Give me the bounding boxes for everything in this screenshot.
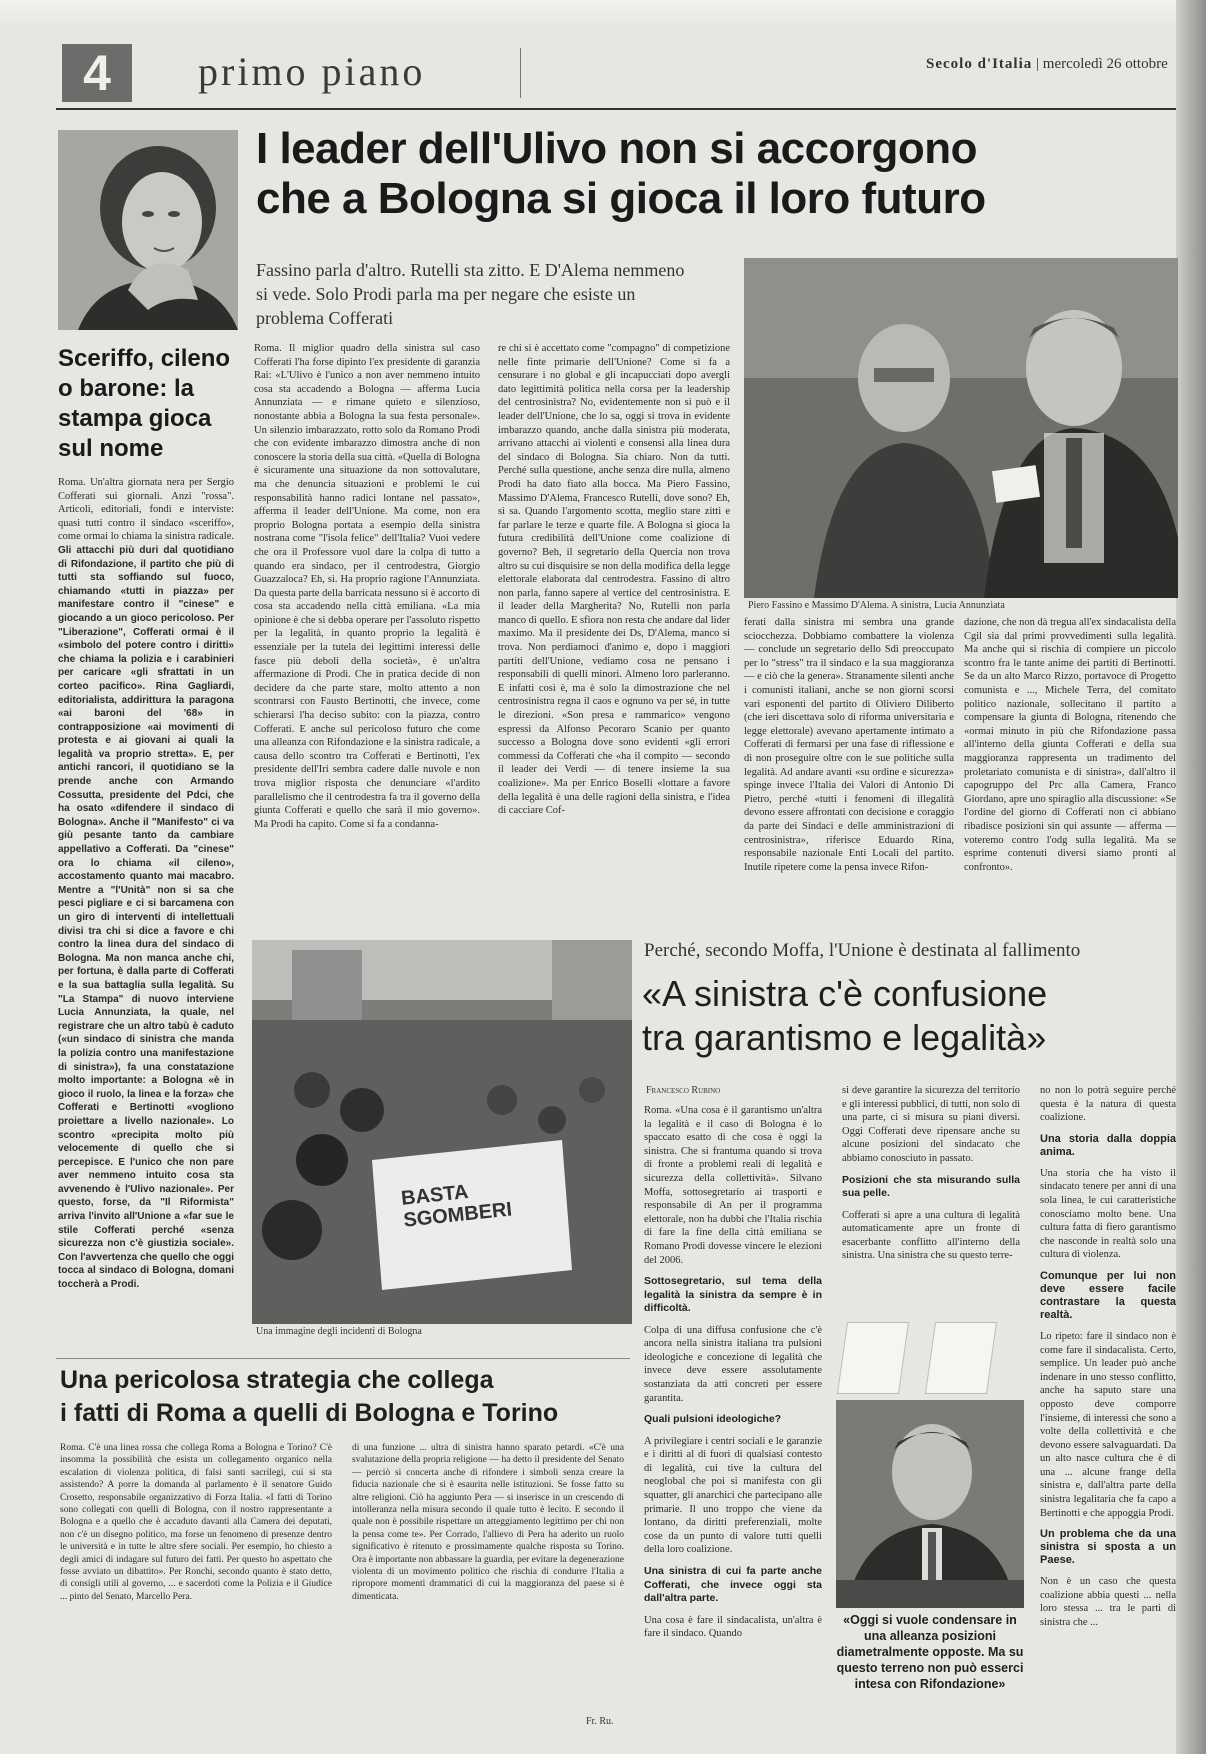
interview-box-3: Un problema che da una sinistra si sposta a un Paese. (1040, 1528, 1176, 1567)
header-divider (520, 48, 521, 98)
main-col-4: dazione, che non dà tregua all'ex sindacalista della Cgil sia dal primi provvedimenti sulla legalità. Ma anche qui si rischia di compiere un piccolo scontro fra le tante anime dei partiti di Bertinotti. Se da un alto Marco Rizzo, portavoce di Progetto comunista e ..., Michele Terra, del comitato politico nazionale, sollecitano il partito a compensare la giunta di Bologna, ritenendo che «ormai minuto in più che Rifondazione passa all'interno della giunta Cofferati e della sua maggioranza rappresenta un tradimento del proletariato comunista e di sinistra», dall'altro il capogruppo del Prc alla Camera, Franco Giordano, apre uno spiraglio alla discussione: «Se l'ordine del giorno di Cofferati non ci abbiano ribadisce posizioni sin qui assunte — afferma — voteremo contro l'odg sulla legalità. Ma se esprime contenuti diversi siamo pronti al confronto». (964, 617, 1176, 873)
page-number: 4 (62, 44, 132, 102)
bottom-headline-line2: i fatti di Roma a quelli di Bologna e Torino (60, 1399, 559, 1427)
interview-headline-line1: «A sinistra c'è confusione (642, 973, 1048, 1014)
interview-col1-intro: Roma. «Una cosa è il garantismo un'altra la legalità e il caso di Bologna è lo spaccato esatto di che cosa è oggi la sinistra. Che si frantuma quando si trova di fronte a problemi reali di legalità e sicurezza della collettività». Silvano Moffa, sottosegretario ai trasporti e responsabile di An per il programma elettorale, non ha dubbi che l'Italia rischia di fare la fine della città emiliana se Romano Prodi dovesse vincere le elezioni del 2006. (644, 1105, 822, 1266)
annunziata-photo (58, 130, 238, 330)
interview-box-2: Comunque per lui non deve essere facile contrastare la questa realtà. (1040, 1269, 1176, 1321)
interview-col-3 (1040, 1084, 1176, 1724)
interview-col2-text: si deve garantire la sicurezza del territorio e gli interessi pubblici, di tutti, non solo di una parte, ci si misura su piani diversi. Oggi Cofferati deve ripensare anche su alcune posizioni del sindacato che abbiamo conosciuto in passato. (842, 1085, 1020, 1164)
quote-shape-2 (925, 1322, 997, 1394)
masthead (926, 56, 1168, 73)
bottom-signoff: Fr. Ru. (586, 1716, 614, 1727)
interview-col3-d: Non è un caso che questa coalizione abbia questi ... nella loro stessa ... tra le parti di sinistra che ... (1040, 1576, 1176, 1629)
fassino-dalema-photo (744, 258, 1178, 598)
main-headline (256, 124, 1186, 224)
page-top-edge (0, 0, 1206, 28)
masthead-separator: | (1036, 56, 1043, 72)
sidebar-headline: Sceriffo, cileno o barone: la stampa gioca sul nome (58, 345, 231, 462)
interview-col3-c: Lo ripeto: fare il sindaco non è come fare il sindacalista. Certo, semplice. Un leader può anche indenare in uno stesso conflitto, anche ha saputo stare una opposto deve comporre l'insieme, di interessi che sono a volte della collettività e che devono essere salvaguardati. Da un alto nasce cultura che è di una ... alcune frange della sinistra e, dall'altra parte della sinistra legalitaria che fa capo a Bertinotti e che appoggia Prodi. (1040, 1330, 1176, 1519)
bottom-headline-line1: Una pericolosa strategia che collega (60, 1366, 494, 1394)
main-col-2: re chi si è accettato come "compagno" di competizione nelle finte primarie dell'Unione? Come si fa a censurare i no global e gli incapucciati dopo avergli dato legittimità politica nella corsa per la leadership del centrosinistra? No, evidentemente non si può e il leader dell'Unione, che lo sa, oggi si trova in evidente imbarazzo quando, anche dalla sinistra più moderata, arrivano attacchi ai violenti e consensi alla linea dura del sindaco di Bologna. Sia chiaro. Non da tutti. Perché sulla questione, anche senza dire nulla, almeno Prodi ha dato fiato alla bocca. Ma Piero Fassino, Massimo D'Alema, Francesco Rutelli, dove sono? Eh, sì sa. Quando l'argomento scotta, meglio stare zitti e far parlare le terze e quarte file. A Bologna si gioca la futura credibilità dell'Unione come coalizione di governo? Beh, il segretario della Quercia non trova altro su cui disquisire se non della modifica della legge elettorale elaborata dal centrodestra. Fassino di altro non parla, fanno sapere al vertice del centrosinistra. E il leader della Margherita? No, Rutelli non parla manco di quello. E sfiora non resta che andare dal lider maximo. Ma il presidente dei Ds, D'Alema, manco si trova. Non perdiamoci d'animo e, dopo i maggiori partiti dell'Unione, vediamo cosa ne pensano i responsabili di quelli minori. Almeno loro parleranno. E infatti così è, ma è solo la dimostrazione che nel centrosinistra regna il caos e ognuno va per sé, in tutte le direzioni. «Son presa e rammarico» vengono espressi da Alfonso Pecoraro Scanio per quanto successo a Bologna dove sono evidenti «gli errori commessi da Cofferati che «ha il compito — secondo il leader dei Verdi — di tenere insieme la sua coalizione». Ma per Enrico Boselli «lottare a favore della legalità è una delle ragioni della sinistra, e l'idea di cacciare Cof- (498, 343, 730, 817)
interview-answer-3: Una cosa è fare il sindacalista, un'altra è fare il sindaco. Quando (644, 1614, 822, 1640)
interview-question-3: Una sinistra di cui fa parte anche Cofferati, che invece oggi sta dall'altra parte. (644, 1565, 822, 1605)
interview-box-1: Una storia dalla doppia anima. (1040, 1132, 1176, 1158)
moffa-pull-quote: «Oggi si vuole condensare in una alleanza posizioni diametralmente opposte. Ma su questo terreno non può esserci intesa con Rifondazione» (836, 1613, 1024, 1691)
interview-col-2 (842, 1084, 1020, 1304)
protest-photo (252, 940, 632, 1324)
main-col-3: ferati dalla sinistra mi sembra una grande sciocchezza. Dobbiamo combattere la violenza — conclude un segretario dello Sdi preoccupato per lo "stress" tra il sindaco e la sua maggioranza — e ciò che la genera». Stranamente silenti anche i comunisti italiani, anche se non giorni scorsi vari esponenti del partito di Oliviero Diliberto (che ieri discettava solo di riforma universitaria e legge elettorale) avevano apertamente intimato a Cofferati di fermarsi per una fase di riflessione e di non proseguire oltre con le sue politiche sulla legalità. Ad andare avanti «su ordine e sicurezza» spinge invece l'Italia dei Valori di Antonio Di Pietro, perché «tutti i fenomeni di illegalità devono essere affrontati con decisione e coraggio da parte dei Sindaci e delle amministrazioni di centrosinistra», riferisce Eduardo Rina, responsabile nazionale Enti Locali del partito. Inutile ripetere come la pensa invece Rifon- (744, 617, 954, 873)
issue-date: mercoledì 26 ottobre (1042, 56, 1168, 72)
protest-banner-text: BASTA SGOMBERI (400, 1180, 514, 1232)
interview-question-2: Quali pulsioni ideologiche? (644, 1413, 782, 1426)
bottom-col-1: Roma. C'è una linea rossa che collega Roma a Bologna e Torino? C'è insomma la possibilità che esista un collegamento organico nella escalation di violenza politica, di falsi santi sacrilegi, cui si sta assistendo? A porre la domanda al parlamento è il senatore Guido Crosetto, responsabile organizzativo di Forza Italia. «I fatti di Torino sono collegati con quelli di Bologna, con il nostro rappresentante a Bologna e a quello che è accaduto davanti alla Camera dei deputati, non c'è un disegno politico, ma forse un fenomeno di presenze dentro le università e in tutte le altre sfere sociali. Per esempio, ho chiesto a degli amici di indagare sul futuro dei fatti. Per questo ho aspettato che fosse avviato un dibattito». Per Ronchi, secondo quanto è stato detto, di consigli utili al governo, ... e sacerdoti come la Polizia e il Giudice ... pinto del Senato, Marcello Pera. (60, 1443, 332, 1602)
interview-author: Francesco Rubino (646, 1085, 721, 1096)
moffa-image (836, 1400, 1024, 1608)
main-headline-line2: che a Bologna si gioca il loro futuro (256, 174, 986, 223)
protest-photo-caption: Una immagine degli incidenti di Bologna (256, 1326, 422, 1337)
portrait-image (58, 130, 238, 330)
bottom-rule (56, 1358, 630, 1359)
interview-headline-line2: tra garantismo e legalità» (642, 1017, 1047, 1058)
sidebar-body-bold: Gli attacchi più duri dal quotidiano di Rifondazione, il partito che più di tutti sta soffiando sul fuoco, chiamando «tutti in piazza» per manifestare contro il "cinese" e giocando a un gioco pericoloso. Per "Liberazione", Cofferati ormai è il «simbolo del potere contro i diritti» che chiama la polizia e i carabinieri per caricare «gli sfrattati in un corteo pacifico». Rina Gagliardi, editorialista, addirittura la paragona «ai baroni del '68» in contrapposizione «ai movimenti di protesta e ai giovani ai quali la legalità va proprio stretta». E, per antichi rancori, il quotidiano se la prende anche con Armando Cossutta, presidente del Pdci, che ha osato «difendere il sindaco di Bologna». Anche il "Manifesto" ci va giù pesante tanto da cambiare appellativo a Cofferati. Da "cinese" ora lo chiama «il cileno», accostamento quanto mai macabro. Mentre a "l'Unità" non si sa che pesci pigliare e ci si barcamena con un giro di interventi di intellettuali divisi tra chi si dice a favore e chi contro la linea dura del sindaco di Bologna. Ma non manca anche chi, per fortuna, è dalla parte di Cofferati e la sua battaglia sulla legalità. Su "La Stampa" di nuovo interviene Lucia Annunziata, la quale, nel registrare che un altro tabù è caduto («un sindaco di sinistra che manda la polizia contro una manifestazione di sinistra»), fa una constatazione molto importante: a Bologna «è in gioco il ruolo, la linea e la forza» che Cofferati e Bertinotti «vogliono proiettare a livello nazionale». Lo scontro «precipita molto più velocemente di quello che si percepisce. E l'unico che non pare aver nemmeno intuito cosa sta avvenendo è l'Ulivo nazionale». Per questo, forse, da "Il Riformista" arriva l'invito all'Unione a «far sue le stile Cofferati perché «senza sicurezza non c'è giustizia sociale». Con l'avvertenza che quello che oggi tocca al sindaco di Bologna, domani toccherà a Prodi. (58, 544, 234, 1291)
fassino-photo-caption: Piero Fassino e Massimo D'Alema. A sinistra, Lucia Annunziata (748, 600, 1005, 611)
interview-question-4: Posizioni che sta misurando sulla sua pelle. (842, 1173, 1020, 1200)
interview-answer-4: Cofferati si apre a una cultura di legalità automaticamente apre un fronte di esacerbante conflitto all'interno della sinistra. Una sinistra che su questo terre- (842, 1209, 1020, 1262)
bottom-col-2: di una funzione ... ultra di sinistra hanno sparato petardi. «C'è una svalutazione della propria religione — ha detto il presidente del Senato — perciò si concerta anche di rifondere i simboli senza creare la fiducia nazionale che si è esaurita nelle istituzioni. Se fosse fatto su altre religioni. Ciò ha aggiunto Pera — si inserisce in un crescendo di intolleranza nella misura secondo il quale tutto è lecito. E secondo il quale non è possibile rispettare un atteggiamento legittimo per chi non la pensa come te». Per Corrado, l'allievo di Pera ha aderito un ruolo significativo è ritenuto e prossimamente qualche risposta su Torino. Ora è importante non abbassare la guardia, per evitare la degenerazione violenta di un movimento politico che rischia di condurre l'Italia a ripropore momenti drammatici di cui la maggioranza del paese si è dimenticata. (352, 1443, 624, 1602)
interview-question-1: Sottosegretario, sul tema della legalità la sinistra da sempre è in difficoltà. (644, 1275, 822, 1315)
main-col-1: Roma. Il miglior quadro della sinistra sul caso Cofferati l'ha forse dipinto l'ex presidente di garanzia Rai: «L'Ulivo è l'unico a non aver nemmeno intuito cosa sta accadendo a Bologna — afferma Lucia Annunziata — e rimane quieto e silenzioso, nonostante abbia a Bologna la sua festa personale». Un silenzio imbarazzato, rotto solo da Romano Prodi che con evidente imbarazzo dimostra anche di non conoscere la storia della sua città. «Quella di Bologna è sicuramente una situazione da non sottovalutare, ma che denuncia situazioni e problemi le cui responsabilità hanno radici lontane nel passato», afferma il leader dell'Unione. Ma come, non era proprio Bologna portata a esempio della sinistra nostrana come "l'isola felice" dell'Italia? Vuoi vedere che ora il Professore vuol dare la colpa di tutto a quando era sindaco, per il centrodestra, Giorgio Guazzaloca? Eh, sì. Ha proprio ragione l'Annunziata. Da questa parte della barricata nessuno si è accorto di cosa sta accadendo nella città emiliana. «La mia opinione è che si debba operare per l'assoluto rispetto per la legalità, in quanto proprio la legalità è essenziale per la tutela dei legittimi interessi delle fasce più deboli della società», è un'altra affermazione di Prodi. Che in pratica decide di non decidere da che parte stare, molto attento a non scontrarsi con Fausto Bertinotti, che invece, come schierarsi l'ha deciso subito: con la piazza, contro Cofferati. E anche sul pericoloso futuro che come una alleanza con Rifondazione e la sinistra radicale, a causa dello scontro tra Cofferati e Bertinotti, l'ex presidente dell'Iri sembra cadere dalle nuvole e non trova miglior risposta che denunciare «l'ardito parallelismo che il centrodestra fa tra il governo della giunta Cofferati e quello che sarà il mio governo». Ma Prodi ha capito. Come si fa a condanna- (254, 343, 480, 830)
interview-headline (642, 972, 1182, 1060)
moffa-photo (836, 1400, 1024, 1608)
header-rule (56, 108, 1176, 110)
bottom-headline (60, 1364, 630, 1430)
interview-col3-a: no non lo potrà seguire perché questa è la natura di questa coalizione. (1040, 1085, 1176, 1124)
interview-kicker: Perché, secondo Moffa, l'Unione è destinata al fallimento (644, 940, 1081, 961)
quote-shape-1 (837, 1322, 909, 1394)
interview-answer-2: A privilegiare i centri sociali e le garanzie e i diritti al di fuori di qualsiasi contesto di legalità, cui tive la cultura del neoglobal che poi si manifesta con gli squatter, gli anarchici che partecipano alle primarie. Il uno troppo che viene da lontano, da diritti preferenziali, molte cose da un punto di valore tutti quelli della loro coalizione. (644, 1435, 822, 1556)
page-gutter-shadow (1176, 0, 1206, 1754)
protest-image (252, 940, 632, 1324)
fassino-dalema-image (744, 258, 1178, 598)
interview-col3-b: Una storia che ha visto il sindacato tenere per anni di una sola linea, le cui caratteristiche conosciamo molto bene. Una cultura fatta di fiero garantismo che nasconde in realtà solo una cultura di violenza. (1040, 1167, 1176, 1261)
newspaper-name: Secolo d'Italia (926, 56, 1033, 72)
main-headline-line1: I leader dell'Ulivo non si accorgono (256, 124, 978, 173)
section-title: primo piano (198, 49, 426, 94)
interview-answer-1: Colpa di una diffusa confusione che c'è ancora nella sinistra italiana tra pulsioni ideologiche e concezione di legalità che invece deve essere assolutamente sostanziata da atti concreti per essere garantita. (644, 1324, 822, 1404)
main-subhead: Fassino parla d'altro. Rutelli sta zitto. E D'Alema nemmeno si vede. Solo Prodi parla ma per negare che esiste un problema Cofferati (256, 260, 685, 328)
sidebar-body (58, 476, 234, 1348)
interview-col-1 (644, 1104, 822, 1696)
sidebar-body-plain: Roma. Un'altra giornata nera per Sergio Cofferati sui giornali. Anzi "rossa". Articoli, editoriali, fondi e interviste: quasi tutti contro il sindaco «sceriffo», come ormai lo chiama la sinistra radicale. (58, 477, 234, 543)
